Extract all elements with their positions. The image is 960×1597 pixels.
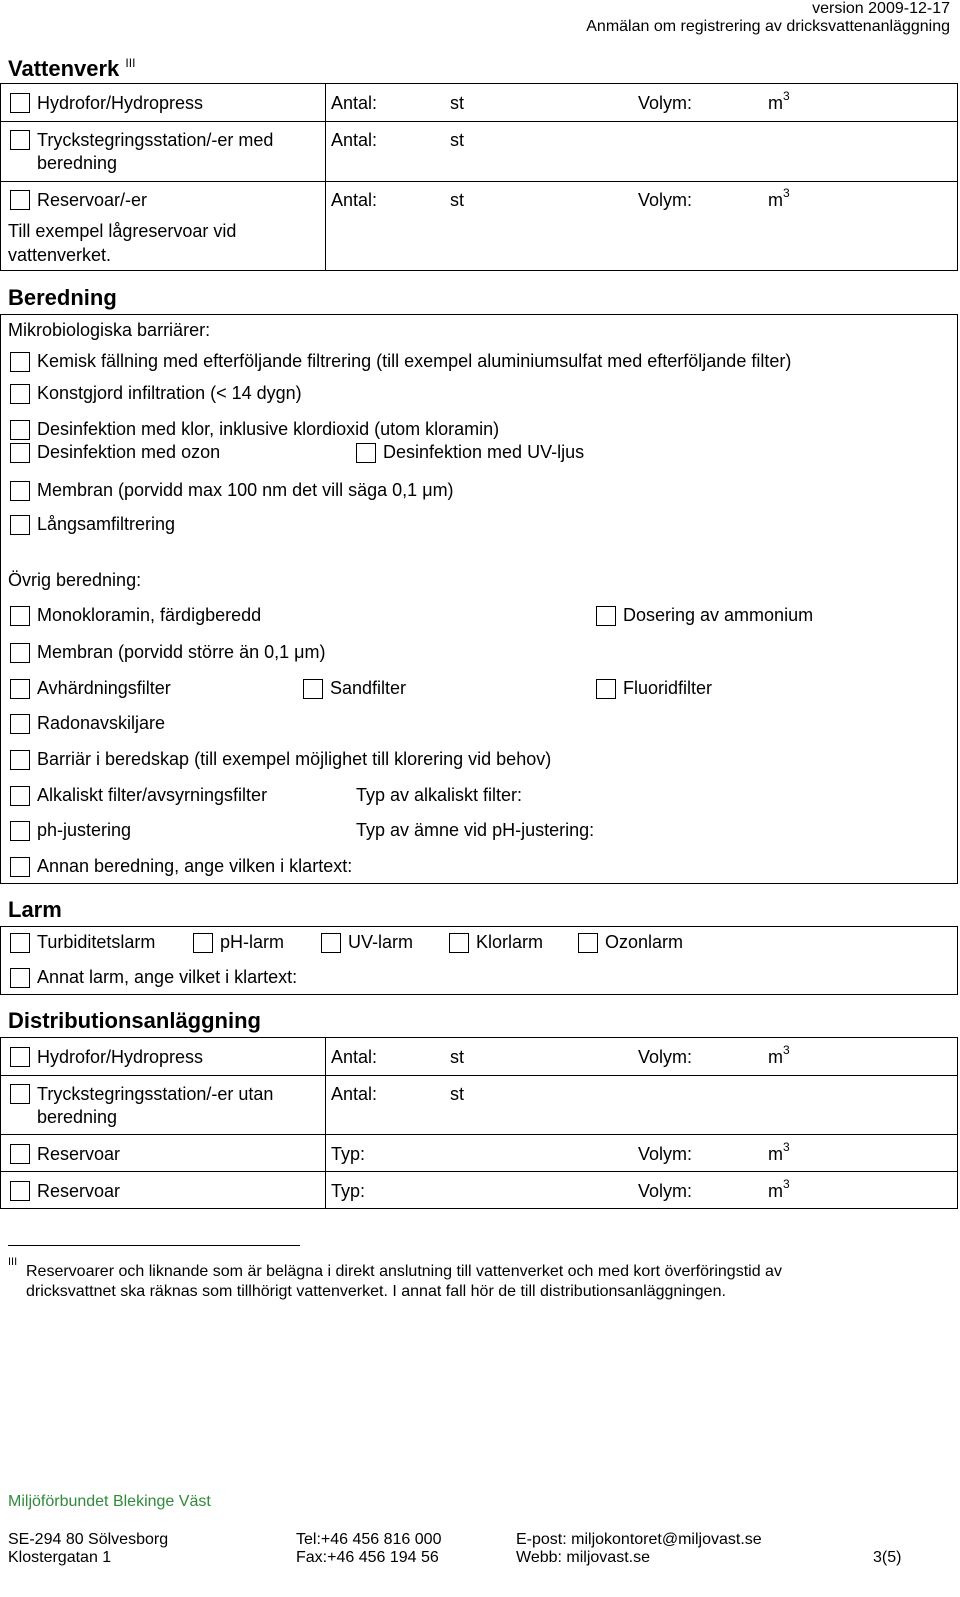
checkbox-annat-larm[interactable] xyxy=(10,968,30,988)
checkbox-konstgjord[interactable] xyxy=(10,384,30,404)
section-title-beredning: Beredning xyxy=(8,285,117,310)
label-klor: Desinfektion med klor, inklusive klordioxid (utom kloramin) xyxy=(37,419,500,439)
label-dist-reservoar-2: Reservoar xyxy=(37,1181,121,1201)
footer-tel: Tel:+46 456 816 000 xyxy=(296,1531,442,1548)
label-reservoar: Reservoar/-er xyxy=(37,190,148,210)
footer-email[interactable]: E-post: miljokontoret@miljovast.se xyxy=(516,1531,762,1548)
checkbox-ph-larm[interactable] xyxy=(193,933,213,953)
label-typ: Typ: xyxy=(331,1144,366,1164)
checkbox-klor[interactable] xyxy=(10,420,30,440)
label-unit: $m^3$ xyxy=(768,89,790,113)
checkbox-monokloramin[interactable] xyxy=(10,606,30,626)
label-reservoar-example-2: vattenverket. xyxy=(8,245,112,265)
checkbox-ph-justering[interactable] xyxy=(10,821,30,841)
label-klorlarm: Klorlarm xyxy=(476,932,544,952)
label-volym: Volym: xyxy=(638,1144,693,1164)
label-uv-larm: UV-larm xyxy=(348,932,414,952)
label-annan-beredning: Annan beredning, ange vilken i klartext: xyxy=(37,856,353,876)
checkbox-ozon[interactable] xyxy=(10,443,30,463)
checkbox-fluoridfilter[interactable] xyxy=(596,679,616,699)
label-tryckstegring: Tryckstegringsstation/-er med xyxy=(37,130,274,150)
label-dist-hydrofor: Hydrofor/Hydropress xyxy=(37,1047,204,1067)
footer-address-1: SE-294 80 Sölvesborg xyxy=(8,1531,169,1548)
label-volym: Volym: xyxy=(638,93,693,113)
label-membran-storre: Membran (porvidd större än 0,1 μm) xyxy=(37,642,326,662)
checkbox-membran-max[interactable] xyxy=(10,481,30,501)
label-unit: $m^3$ xyxy=(768,1177,790,1201)
checkbox-annan-beredning[interactable] xyxy=(10,857,30,877)
checkbox-sandfilter[interactable] xyxy=(303,679,323,699)
checkbox-kemisk-fallning[interactable] xyxy=(10,352,30,372)
checkbox-reservoar[interactable] xyxy=(10,190,30,210)
label-unit: $m^3$ xyxy=(768,186,790,210)
label-langsam: Långsamfiltrering xyxy=(37,514,176,534)
checkbox-uv-larm[interactable] xyxy=(321,933,341,953)
label-kemisk-fallning: Kemisk fällning med efterföljande filtrering (till exempel aluminiumsulfat med efterföljande filter) xyxy=(37,351,792,371)
checkbox-avhardning[interactable] xyxy=(10,679,30,699)
label-reservoar-example: Till exempel lågreservoar vid xyxy=(8,221,237,241)
label-ph-justering: ph-justering xyxy=(37,820,132,840)
footer-org: Miljöförbundet Blekinge Väst xyxy=(8,1493,211,1510)
label-unit: $m^3$ xyxy=(768,1140,790,1164)
label-barriar: Barriär i beredskap (till exempel möjlighet till klorering vid behov) xyxy=(37,749,552,769)
checkbox-alkaliskt[interactable] xyxy=(10,786,30,806)
label-ph-larm: pH-larm xyxy=(220,932,285,952)
label-dist-tryckstegring-2: beredning xyxy=(37,1107,118,1127)
footer-address-2: Klostergatan 1 xyxy=(8,1549,112,1566)
label-antal: Antal: xyxy=(331,190,378,210)
label-typ: Typ: xyxy=(331,1181,366,1201)
checkbox-ammonium[interactable] xyxy=(596,606,616,626)
label-fluoridfilter: Fluoridfilter xyxy=(623,678,713,698)
footer-web[interactable]: Webb: miljovast.se xyxy=(516,1549,650,1566)
section-title-distribution: Distributionsanläggning xyxy=(8,1008,261,1033)
checkbox-dist-tryckstegring[interactable] xyxy=(10,1084,30,1104)
section-title-vattenverk: Vattenverk $^{III}$ xyxy=(8,56,136,81)
label-st: st xyxy=(450,1084,465,1104)
label-volym: Volym: xyxy=(638,1047,693,1067)
footnote-text: Reservoarer och liknande som är belägna i direkt anslutning till vattenverket och med kort överföringstid av xyxy=(26,1263,782,1280)
label-sandfilter: Sandfilter xyxy=(330,678,407,698)
checkbox-barriar[interactable] xyxy=(10,750,30,770)
checkbox-dist-reservoar-1[interactable] xyxy=(10,1144,30,1164)
label-tryckstegring-2: beredning xyxy=(37,153,118,173)
label-unit: $m^3$ xyxy=(768,1043,790,1067)
label-st: st xyxy=(450,190,465,210)
label-dist-tryckstegring: Tryckstegringsstation/-er utan xyxy=(37,1084,274,1104)
checkbox-dist-hydrofor[interactable] xyxy=(10,1047,30,1067)
label-uv: Desinfektion med UV-ljus xyxy=(383,442,585,462)
footer-fax: Fax:+46 456 194 56 xyxy=(296,1549,439,1566)
section-title-larm: Larm xyxy=(8,897,62,922)
form-title: Anmälan om registrering av dricksvattenanläggning xyxy=(586,18,950,35)
label-st: st xyxy=(450,93,465,113)
label-turbiditetslarm: Turbiditetslarm xyxy=(37,932,156,952)
label-annat-larm: Annat larm, ange vilket i klartext: xyxy=(37,967,298,987)
page-number: 3(5) xyxy=(873,1549,902,1566)
label-antal: Antal: xyxy=(331,1047,378,1067)
label-dist-reservoar-1: Reservoar xyxy=(37,1144,121,1164)
label-alkaliskt: Alkaliskt filter/avsyrningsfilter xyxy=(37,785,268,805)
label-volym: Volym: xyxy=(638,190,693,210)
checkbox-hydrofor[interactable] xyxy=(10,93,30,113)
footnote-mark: III xyxy=(8,1256,18,1268)
label-membran-max: Membran (porvidd max 100 nm det vill säga 0,1 μm) xyxy=(37,480,454,500)
checkbox-radon[interactable] xyxy=(10,714,30,734)
checkbox-langsam[interactable] xyxy=(10,515,30,535)
label-ammonium: Dosering av ammonium xyxy=(623,605,814,625)
label-ozonlarm: Ozonlarm xyxy=(605,932,684,952)
label-mikrobiologiska: Mikrobiologiska barriärer: xyxy=(8,320,211,340)
label-monokloramin: Monokloramin, färdigberedd xyxy=(37,605,262,625)
label-alkaliskt-typ: Typ av alkaliskt filter: xyxy=(356,785,523,805)
checkbox-turbiditetslarm[interactable] xyxy=(10,933,30,953)
checkbox-ozonlarm[interactable] xyxy=(578,933,598,953)
label-ph-typ: Typ av ämne vid pH-justering: xyxy=(356,820,595,840)
checkbox-dist-reservoar-2[interactable] xyxy=(10,1181,30,1201)
label-st: st xyxy=(450,1047,465,1067)
label-avhardning: Avhärdningsfilter xyxy=(37,678,171,698)
checkbox-klorlarm[interactable] xyxy=(449,933,469,953)
label-antal: Antal: xyxy=(331,93,378,113)
footnote-rule xyxy=(8,1245,300,1246)
label-ovrig-beredning: Övrig beredning: xyxy=(8,570,142,590)
footnote-ref: III xyxy=(125,56,136,70)
checkbox-tryckstegring[interactable] xyxy=(10,130,30,150)
label-hydrofor: Hydrofor/Hydropress xyxy=(37,93,204,113)
label-ozon: Desinfektion med ozon xyxy=(37,442,221,462)
label-st: st xyxy=(450,130,465,150)
checkbox-uv[interactable] xyxy=(356,443,376,463)
label-antal: Antal: xyxy=(331,1084,378,1104)
footnote-text-2: dricksvattnet ska räknas som tillhörigt vattenverket. I annat fall hör de till distributionsanläggningen. xyxy=(26,1283,726,1300)
version-label: version 2009-12-17 xyxy=(812,0,950,17)
checkbox-membran-storre[interactable] xyxy=(10,643,30,663)
label-volym: Volym: xyxy=(638,1181,693,1201)
label-antal: Antal: xyxy=(331,130,378,150)
label-konstgjord: Konstgjord infiltration (< 14 dygn) xyxy=(37,383,302,403)
label-radon: Radonavskiljare xyxy=(37,713,166,733)
